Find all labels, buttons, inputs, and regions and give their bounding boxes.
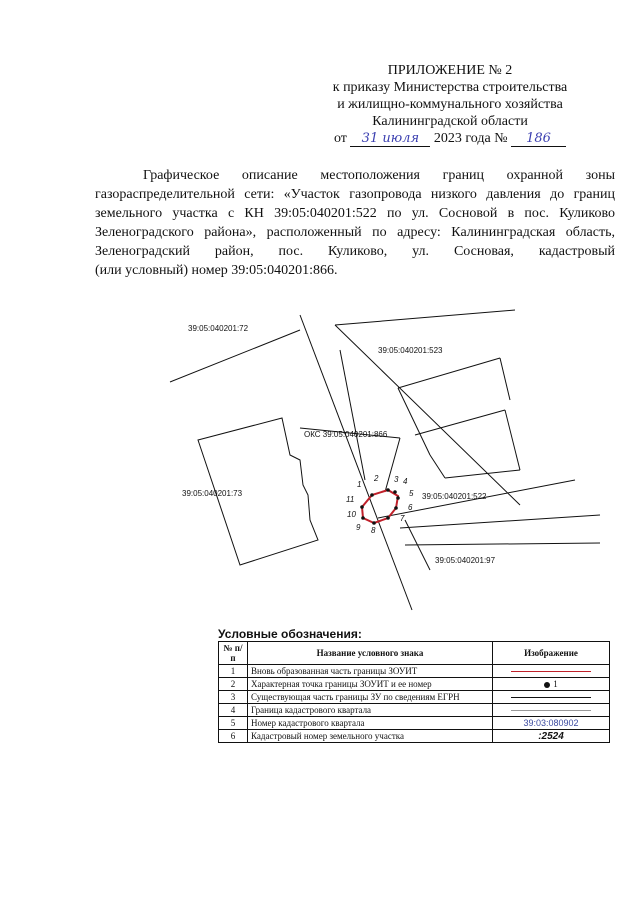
description-line: Зеленоградский район, пос. Куликово, ул. Сосновая, кадастровый [95, 244, 615, 259]
date-suffix: 2023 года № [433, 131, 508, 146]
point-marker [386, 488, 390, 492]
order-line-1: к приказу Министерства строительства [332, 80, 568, 95]
legend-num: 5 [219, 717, 248, 730]
legend-row [219, 730, 610, 743]
order-line-2: и жилищно-коммунального хозяйства [337, 97, 563, 112]
point-marker [393, 490, 397, 494]
point-number: 11 [346, 495, 355, 504]
handwritten-date: 31 июля [350, 132, 430, 147]
quarter-boundary-line [335, 310, 515, 325]
red-line-symbol [511, 671, 591, 672]
legend-name: Вновь образованная часть границы ЗОУИТ [248, 665, 493, 678]
point-number: 4 [403, 477, 408, 486]
quarter-boundary-line [170, 330, 300, 382]
road-left-edge [300, 315, 412, 610]
description-line: земельного участка с КН 39:05:040201:522 по ул. Сосновой в пос. Куликово [95, 206, 615, 221]
legend-row [219, 691, 610, 704]
description-line: Зеленоградского района», расположенный по адресу: Калининградская область, [95, 225, 615, 240]
legend-row [219, 678, 610, 691]
legend-num: 3 [219, 691, 248, 704]
quarter-boundaries [170, 310, 600, 610]
appendix-title: ПРИЛОЖЕНИЕ № 2 [387, 63, 513, 78]
description-line: Графическое описание местоположения границ охранной зоны [143, 168, 615, 183]
legend-header-image: Изображение [493, 642, 610, 665]
black-line-symbol [511, 697, 591, 698]
description-line: газораспределительной сети: «Участок газопровода низкого давления до границ [95, 187, 615, 202]
point-marker [370, 493, 374, 497]
legend-name: Характерная точка границы ЗОУИТ и ее номер [248, 678, 493, 691]
road-inner-edge [340, 350, 365, 480]
legend-title: Условные обозначения: [218, 627, 362, 641]
point-number: 6 [408, 503, 413, 512]
parcel-boundary-line [415, 410, 505, 435]
point-number: 2 [374, 474, 379, 483]
point-marker [394, 506, 398, 510]
point-marker [386, 516, 390, 520]
point-number: 9 [356, 523, 361, 532]
parcel-label: 39:05:040201:72 [188, 324, 249, 333]
parcel-label: 39:05:040201:522 [422, 492, 487, 501]
order-line-3: Калининградской области [372, 114, 528, 129]
point-number: 10 [347, 510, 356, 519]
point-number: 5 [409, 489, 414, 498]
parcel-boundary-line [445, 470, 520, 478]
legend-num: 1 [219, 665, 248, 678]
quarter-boundary-line [400, 515, 600, 528]
legend-name: Номер кадастрового квартала [248, 717, 493, 730]
legend-symbol [493, 717, 610, 730]
parcel-label: 39:05:040201:523 [378, 346, 443, 355]
point-marker [396, 496, 400, 500]
legend-symbol [493, 730, 610, 743]
legend-name: Существующая часть границы ЗУ по сведениям ЕГРН [248, 691, 493, 704]
parcel-boundary-line [398, 388, 430, 455]
date-prefix: от [333, 131, 347, 146]
point-symbol-number: 1 [553, 679, 558, 689]
oks-zone [360, 488, 400, 525]
legend-table [218, 641, 610, 743]
oks-label: ОКС 39:05:040201:866 [304, 430, 388, 439]
parcel-label: 39:05:040201:97 [435, 556, 496, 565]
legend-name: Кадастровый номер земельного участка [248, 730, 493, 743]
legend-symbol [493, 665, 610, 678]
legend-num: 4 [219, 704, 248, 717]
point-marker [360, 505, 364, 509]
legend-row [219, 704, 610, 717]
legend-header-num: № п/п [219, 642, 248, 665]
legend-num: 2 [219, 678, 248, 691]
legend-row [219, 665, 610, 678]
legend-header-name: Название условного знака [248, 642, 493, 665]
legend-symbol [493, 678, 610, 691]
handwritten-number: 186 [511, 132, 566, 147]
point-number: 7 [400, 514, 405, 523]
point-symbol [544, 682, 550, 688]
legend-num: 6 [219, 730, 248, 743]
point-number: 1 [357, 480, 362, 489]
point-marker [372, 521, 376, 525]
legend-row [219, 717, 610, 730]
legend-header-row [219, 642, 610, 665]
legend-name: Граница кадастрового квартала [248, 704, 493, 717]
point-number: 8 [371, 526, 376, 535]
thin-line-symbol [511, 710, 591, 711]
parcel-number-symbol: :2524 [538, 730, 564, 742]
quarter-boundary-line [405, 543, 600, 545]
description-line: (или условный) номер 39:05:040201:866. [95, 263, 338, 278]
parcel-boundary-line [430, 455, 445, 478]
legend-symbol [493, 691, 610, 704]
quarter-number-symbol: 39:03:080902 [523, 718, 579, 728]
point-number: 3 [394, 475, 399, 484]
map-labels [182, 324, 496, 565]
parcel-boundary-line [500, 358, 510, 400]
parcel-boundary-line [505, 410, 520, 470]
parcel-label: 39:05:040201:73 [182, 489, 243, 498]
legend-symbol [493, 704, 610, 717]
point-marker [361, 516, 365, 520]
parcel-boundary-line [398, 358, 500, 388]
